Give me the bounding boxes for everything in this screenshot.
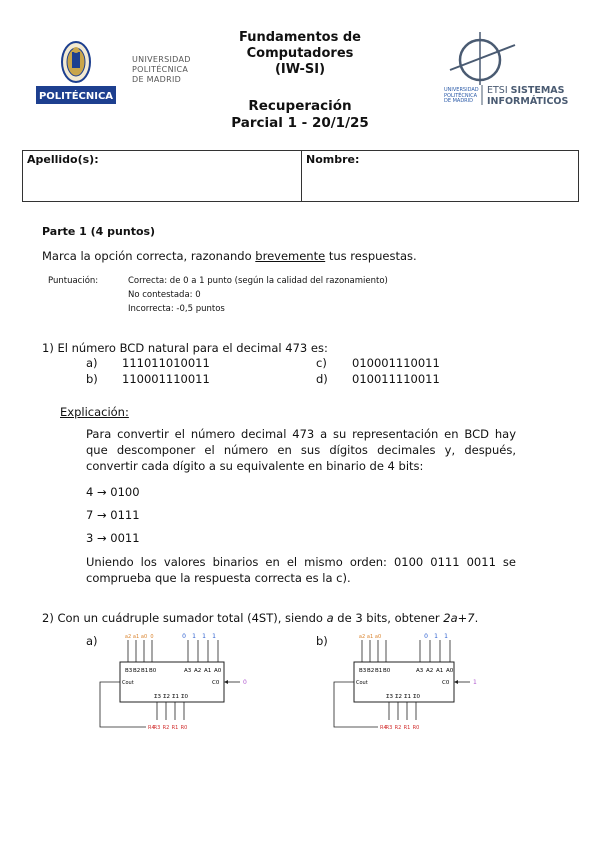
score-correct: Correcta: de 0 a 1 punto (según la calidad del razonamiento) [128, 276, 388, 286]
q1-option-d[interactable]: d) 010011110011 [316, 372, 440, 386]
score-wrong: Incorrecta: -0,5 puntos [128, 304, 225, 314]
svg-text:Σ3: Σ3 [386, 694, 393, 700]
part1-title: Parte 1 (4 puntos) [42, 225, 156, 238]
exam-line1: Recuperación [248, 98, 352, 114]
course-line1: Fundamentos de [239, 30, 361, 45]
diag-a-in-a0: 1 [212, 633, 216, 640]
diag-b-cout-label: Cout [356, 680, 368, 686]
etsi-univ-line1: UNIVERSIDAD [444, 87, 479, 93]
adder-diagram-a[interactable] [96, 632, 246, 732]
svg-text:B1: B1 [375, 668, 383, 674]
svg-text:Σ0: Σ0 [181, 694, 188, 700]
svg-text:A3: A3 [184, 668, 192, 674]
diag-a-in-a3: 0 [182, 633, 186, 640]
score-blank: No contestada: 0 [128, 290, 201, 300]
exam-line2: Parcial 1 - 20/1/25 [231, 115, 369, 131]
etsi-univ-line3: DE MADRID [444, 98, 473, 105]
etsi-prefix: ETSI [487, 85, 508, 96]
svg-text:R0: R0 [412, 725, 420, 731]
intro-underlined: brevemente [255, 249, 326, 263]
q2-option-b-letter[interactable]: b) [316, 634, 328, 648]
svg-text:Σ2: Σ2 [395, 694, 402, 700]
svg-text:Σ1: Σ1 [172, 694, 179, 700]
svg-text:A0: A0 [214, 668, 222, 674]
svg-text:R1: R1 [403, 725, 411, 731]
diag-b-in-a0: 1 [444, 633, 448, 640]
svg-text:B0: B0 [383, 668, 391, 674]
diagram-a-b-inputs [125, 634, 154, 662]
student-id-box [22, 150, 579, 202]
question-2: 2) Con un cuádruple sumador total (4ST), siendo a de 3 bits, obtener 2a+7. [42, 611, 479, 625]
etsi-name [487, 85, 568, 107]
svg-text:Σ3: Σ3 [154, 694, 161, 700]
diag-b-in-b2: a1 [366, 634, 374, 640]
svg-text:Σ2: Σ2 [163, 694, 170, 700]
q2-option-a-letter[interactable]: a) [86, 634, 98, 648]
course-line3: (IW-SI) [274, 62, 326, 77]
adder-diagram-b[interactable] [330, 632, 480, 732]
svg-text:B2: B2 [367, 668, 375, 674]
svg-text:R2: R2 [162, 725, 170, 731]
upm-line1: UNIVERSIDAD [132, 55, 191, 64]
diag-a-out-r4: R4 [148, 725, 155, 731]
q1-option-b[interactable]: b) 110001110011 [86, 372, 210, 386]
diag-a-cin-label: C0 [212, 680, 220, 686]
intro-text-b: tus respuestas. [325, 249, 417, 263]
q1-option-c[interactable]: c) 010001110011 [316, 356, 440, 370]
diagram-b-a-inputs [420, 633, 450, 662]
diag-a-in-b0: 0 [150, 634, 154, 640]
name-label: Nombre: [306, 153, 360, 166]
explanation-para2: Uniendo los valores binarios en el mismo orden: 0100 0111 0011 se comprueba que la respuesta correcta es la c). [86, 555, 516, 585]
map-row-7: 7 → 0111 [86, 508, 140, 522]
diag-b-cin-value: 1 [473, 679, 477, 686]
upm-line3: DE MADRID [132, 75, 182, 84]
diag-a-in-b2: a1 [132, 634, 140, 640]
svg-text:B2: B2 [133, 668, 141, 674]
diag-b-in-b1: a0 [374, 634, 382, 640]
explanation-title: Explicación: [60, 405, 129, 419]
svg-text:R0: R0 [180, 725, 188, 731]
svg-text:A1: A1 [204, 668, 212, 674]
upm-crest-icon [36, 38, 116, 108]
diagram-a-a-inputs [182, 633, 218, 662]
svg-text:A0: A0 [446, 668, 454, 674]
scoring-block [48, 274, 388, 316]
part1-intro [42, 249, 417, 263]
surname-field[interactable] [23, 151, 302, 202]
diag-b-out-r4: R4 [380, 725, 387, 731]
etsi-line2: INFORMÁTICOS [487, 96, 569, 107]
intro-text-a: Marca la opción correcta, razonando [42, 249, 256, 263]
diag-b-cin-label: C0 [442, 680, 450, 686]
svg-text:R3: R3 [153, 725, 161, 731]
diag-b-in-a2: 0 [424, 633, 428, 640]
question-1: 1) El número BCD natural para el decimal 473 es: [42, 341, 328, 355]
svg-text:B0: B0 [149, 668, 157, 674]
svg-text:R3: R3 [385, 725, 393, 731]
svg-text:A1: A1 [436, 668, 444, 674]
surname-label: Apellido(s): [27, 153, 99, 166]
score-label: Puntuación: [48, 276, 99, 286]
svg-text:R1: R1 [171, 725, 179, 731]
q1-option-a[interactable]: a) 111011010011 [86, 356, 210, 370]
etsi-university-text [444, 88, 479, 105]
svg-text:B3: B3 [125, 668, 133, 674]
etsi-line1: SISTEMAS [510, 85, 565, 96]
diag-a-in-b1: a0 [140, 634, 148, 640]
course-line2: Computadores [246, 46, 354, 61]
svg-text:R2: R2 [394, 725, 402, 731]
diag-a-in-b3: a2 [124, 634, 132, 640]
upm-line2: POLITÉCNICA [132, 65, 189, 74]
upm-logo [36, 38, 116, 108]
upm-badge-text: POLITÉCNICA [38, 91, 114, 102]
map-row-3: 3 → 0011 [86, 531, 140, 545]
svg-text:B1: B1 [141, 668, 149, 674]
explanation-para1: Para convertir el número decimal 473 a su representación en BCD hay que descomponer el número en sus dígitos decimales y, después, convertir cada dígito a su equivalente en binario de 4 bits: [86, 427, 516, 473]
diag-b-in-b3: a2 [358, 634, 366, 640]
course-title [200, 30, 400, 78]
diag-a-in-a1: 1 [202, 633, 206, 640]
diag-b-in-a1: 1 [434, 633, 438, 640]
etsi-univ-line2: POLITÉCNICA [444, 92, 478, 99]
svg-text:Σ1: Σ1 [404, 694, 411, 700]
map-row-4: 4 → 0100 [86, 485, 140, 499]
svg-text:A2: A2 [194, 668, 202, 674]
diag-a-in-a2: 1 [192, 633, 196, 640]
svg-text:B3: B3 [359, 668, 367, 674]
name-field[interactable] [302, 151, 579, 202]
diagram-b-b-inputs [359, 634, 386, 662]
upm-name [132, 55, 191, 85]
diag-a-cin-value: 0 [243, 679, 247, 686]
svg-text:A2: A2 [426, 668, 434, 674]
svg-text:Σ0: Σ0 [413, 694, 420, 700]
svg-text:A3: A3 [416, 668, 424, 674]
exam-title [200, 98, 400, 132]
diag-a-cout-label: Cout [122, 680, 134, 686]
